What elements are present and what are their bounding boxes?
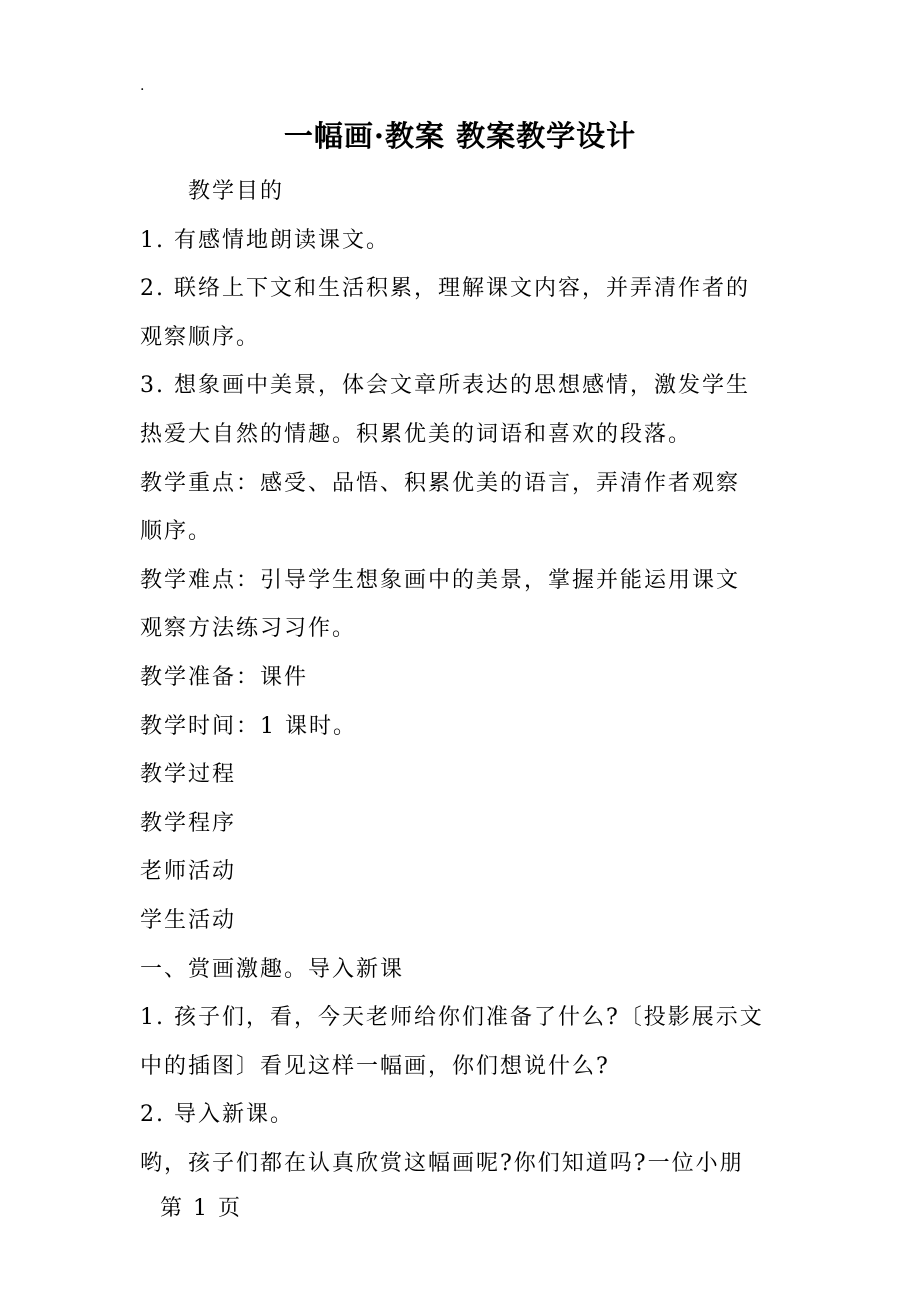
- body-line: 中的插图〕看见这样一幅画，你们想说什么?: [140, 1053, 610, 1079]
- body-line: 教学准备：课件: [140, 664, 309, 690]
- document-body: [140, 168, 780, 1188]
- body-line: 教学时间：1 课时。: [140, 713, 357, 739]
- body-line: 教学过程: [140, 762, 237, 788]
- header-mark: .: [140, 78, 145, 94]
- body-line: 顺序。: [140, 519, 213, 545]
- body-line: 1. 孩子们，看，今天老师给你们准备了什么?〔投影展示文: [140, 1005, 764, 1031]
- document-title: 一幅画·教案 教案教学设计: [283, 119, 637, 153]
- body-line: 1. 有感情地朗读课文。: [140, 227, 390, 253]
- body-line: 哟，孩子们都在认真欣赏这幅画呢?你们知道吗?一位小朋: [140, 1150, 744, 1176]
- body-line: 教学重点：感受、品悟、积累优美的语言，弄清作者观察: [140, 470, 741, 496]
- body-line: 观察方法练习习作。: [140, 616, 357, 642]
- body-line: 教学程序: [140, 810, 237, 836]
- body-line: 老师活动: [140, 859, 237, 885]
- body-line: 一、赏画激趣。导入新课: [140, 956, 405, 982]
- page-number-footer: 第 1 页: [160, 1196, 242, 1221]
- section-heading-objectives: 教学目的: [188, 179, 285, 204]
- body-line: 热爱大自然的情趣。积累优美的词语和喜欢的段落。: [140, 421, 693, 447]
- body-line: 3. 想象画中美景，体会文章所表达的思想感情，激发学生: [140, 373, 750, 399]
- body-line: 学生活动: [140, 907, 237, 933]
- body-line: 观察顺序。: [140, 324, 261, 350]
- body-line: 2. 联络上下文和生活积累，理解课文内容，并弄清作者的: [140, 276, 750, 302]
- body-line: 2. 导入新课。: [140, 1102, 294, 1128]
- body-line: 教学难点：引导学生想象画中的美景，掌握并能运用课文: [140, 567, 741, 593]
